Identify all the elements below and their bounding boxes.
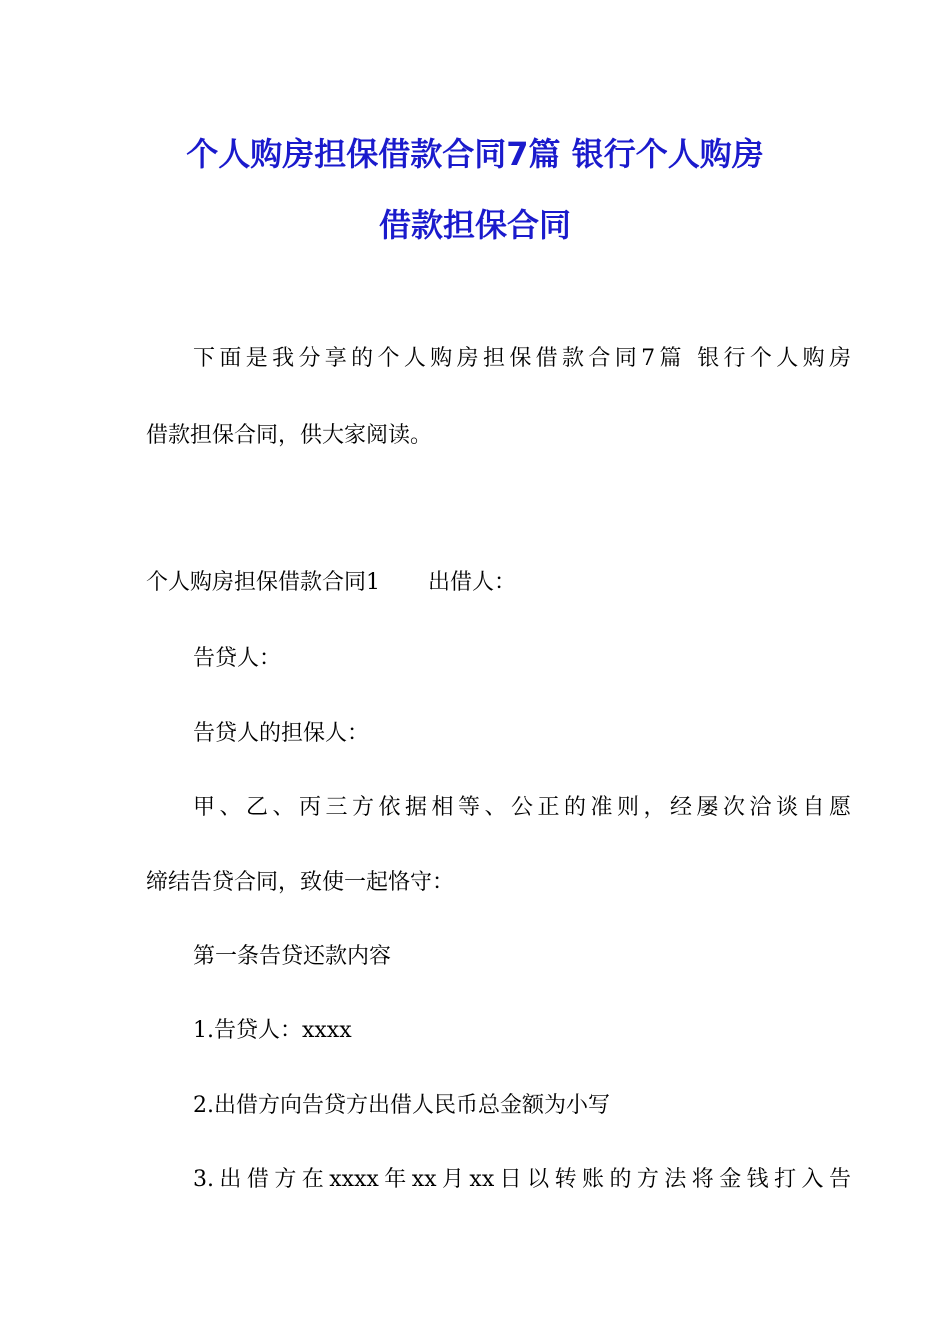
document-title-line-2: 借款担保合同 [378, 206, 571, 244]
article-1-heading: 第一条告贷还款内容 [193, 944, 392, 969]
article-item-1: 1.告贷人：xxxx [193, 1018, 352, 1043]
intro-paragraph-line-2: 借款担保合同，供大家阅读。 [146, 423, 433, 448]
intro-paragraph-line-1: 下面是我分享的个人购房担保借款合同7篇 银行个人购房 [193, 346, 851, 371]
borrower-label: 告贷人： [193, 646, 282, 671]
article-item-3: 3.出借方在xxxx年xx月xx日以转账的方法将金钱打入告 [193, 1167, 851, 1192]
preamble-line-2: 缔结告贷合同，致使一起恪守： [146, 870, 455, 895]
guarantor-label: 告贷人的担保人： [193, 721, 370, 746]
preamble-line-1: 甲、乙、丙三方依据相等、公正的准则，经屡次洽谈自愿 [193, 795, 851, 820]
section-heading: 个人购房担保借款合同1 [146, 570, 380, 595]
article-item-2: 2.出借方向告贷方出借人民币总金额为小写 [193, 1093, 610, 1118]
lender-label: 出借人： [428, 570, 517, 595]
section-heading-row [146, 568, 516, 598]
document-title-line-1: 个人购房担保借款合同7篇 银行个人购房 [186, 135, 764, 173]
